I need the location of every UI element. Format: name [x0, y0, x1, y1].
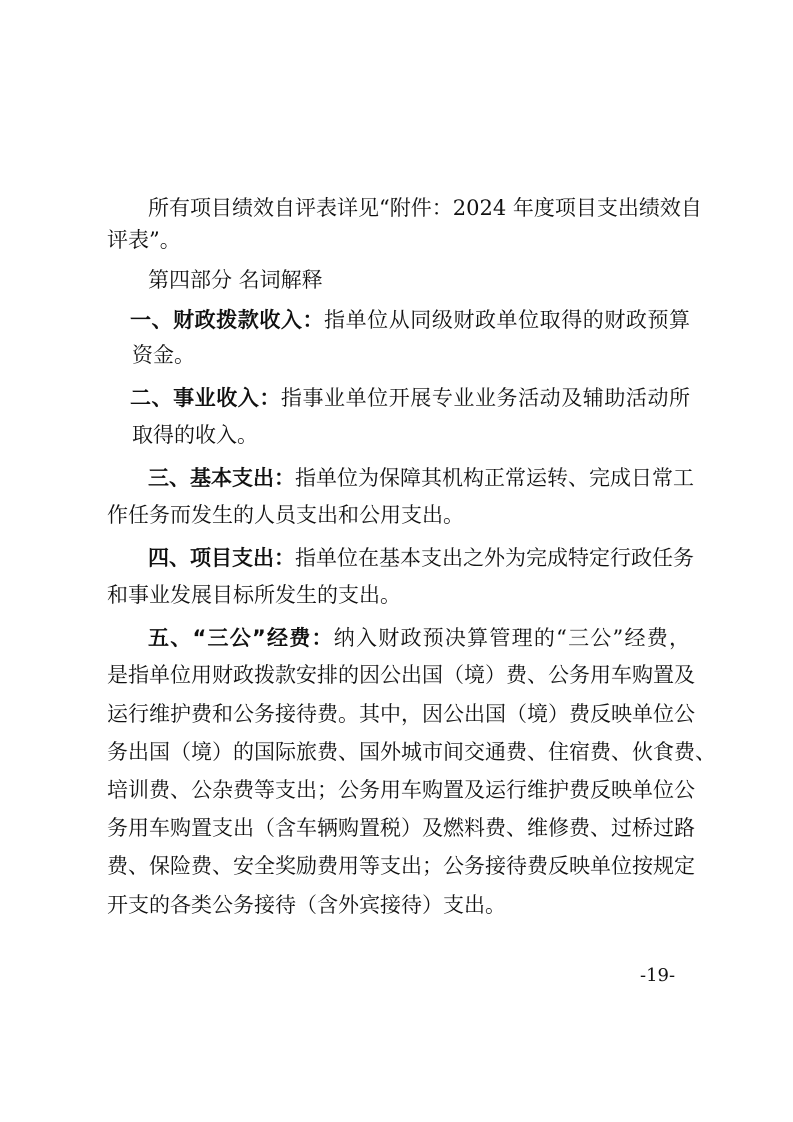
paragraph-line: [107, 661, 695, 689]
term-definition-line: [148, 464, 694, 492]
paragraph-line: [107, 501, 690, 529]
line-text: 是指单位用财政拨款安排的因公出国（境）费、公务用车购置及: [107, 663, 695, 687]
line-text: 指事业单位开展专业业务活动及辅助活动所: [280, 386, 691, 410]
term-label: 三、基本支出：: [148, 466, 295, 490]
section-heading: [148, 266, 690, 294]
line-text: 务出国（境）的国际旅费、国外城市间交通费、住宿费、伙食费、: [107, 740, 716, 764]
line-text: 作任务而发生的人员支出和公用支出。: [107, 503, 464, 527]
paragraph-line: [132, 421, 690, 449]
paragraph-line: [132, 341, 690, 369]
term-definition-line: [148, 624, 690, 652]
term-definition-line: [130, 384, 690, 412]
term-label: 二、事业收入：: [130, 386, 281, 410]
paragraph-line: [107, 814, 695, 842]
term-definition-line: [148, 544, 694, 572]
line-text: 指单位从同级财政单位取得的财政预算: [324, 308, 691, 332]
paragraph-line: [107, 852, 695, 880]
paragraph-line: [107, 226, 690, 254]
paragraph-line: [107, 891, 690, 919]
heading-text: 第四部分 名词解释: [148, 268, 323, 292]
term-label: 四、项目支出：: [148, 546, 295, 570]
line-text: 费、保险费、安全奖励费用等支出；公务接待费反映单位按规定: [107, 854, 695, 878]
paragraph-line: [107, 738, 716, 766]
paragraph-line: [107, 776, 695, 804]
line-text: 指单位在基本支出之外为完成特定行政任务: [295, 546, 694, 570]
paragraph-line: [148, 194, 702, 222]
paragraph-line: [107, 700, 695, 728]
line-text: 纳入财政预决算管理的“三公”经费，: [333, 626, 690, 650]
line-text: 指单位为保障其机构正常运转、完成日常工: [295, 466, 694, 490]
line-text: 培训费、公杂费等支出；公务用车购置及运行维护费反映单位公: [107, 778, 695, 802]
line-text: 资金。: [132, 343, 195, 367]
term-definition-line: [130, 306, 690, 334]
line-text: 取得的收入。: [132, 423, 258, 447]
line-text: 和事业发展目标所发生的支出。: [107, 583, 401, 607]
line-text: 评表”。: [107, 228, 181, 252]
paragraph-line: [107, 581, 690, 609]
page-number: -19-: [640, 965, 676, 986]
line-text: 所有项目绩效自评表详见“附件：2024 年度项目支出绩效自: [148, 196, 702, 220]
line-text: 务用车购置支出（含车辆购置税）及燃料费、维修费、过桥过路: [107, 816, 695, 840]
line-text: 运行维护费和公务接待费。其中，因公出国（境）费反映单位公: [107, 702, 695, 726]
line-text: 开支的各类公务接待（含外宾接待）支出。: [107, 893, 506, 917]
term-label: 一、财政拨款收入：: [130, 308, 325, 332]
term-label: 五、“三公”经费：: [148, 626, 334, 650]
